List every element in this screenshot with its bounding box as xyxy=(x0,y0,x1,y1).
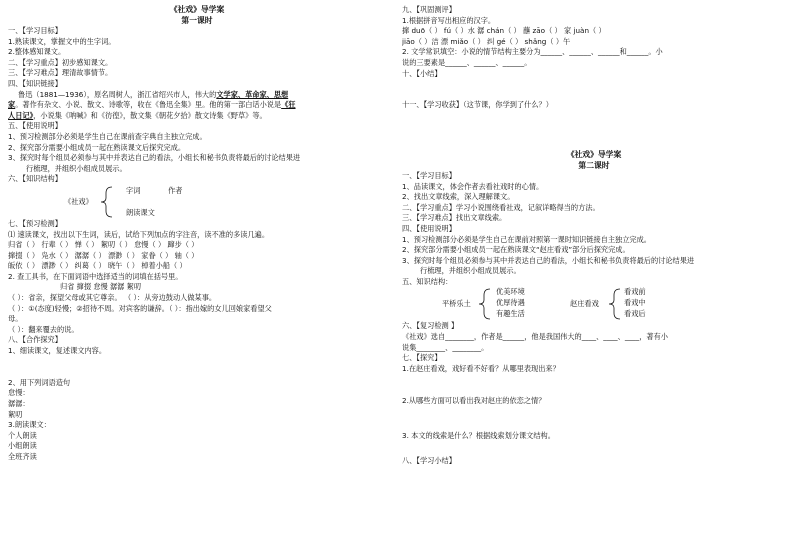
diagram-branch: 朗读课文 xyxy=(126,207,155,217)
section-heading: 一、【学习目标】 xyxy=(402,170,456,180)
text-line: 全班齐读 xyxy=(8,451,37,461)
text-line: 行梳理，并组织小组成员展示。 xyxy=(420,266,521,276)
text-line: 母。 xyxy=(8,314,23,324)
lesson1-title: 《社戏》导学案 xyxy=(169,5,225,14)
section-heading: 十、【小结】 xyxy=(402,68,442,78)
diagram-center-label: 赵庄看戏 xyxy=(570,299,599,309)
text-line: 个人朗读 xyxy=(8,430,37,440)
text-span: ，小说集《呐喊》和《彷徨》，散文集《朝花夕拾》散文诗集《野草》等。 xyxy=(33,110,267,120)
right-column xyxy=(402,0,786,466)
lesson2-subtitle: 第二课时 xyxy=(578,160,610,170)
diagram-center-label: 平桥乐土 xyxy=(442,299,471,309)
text-line: （ ）：①(态度)轻慢；②招待不周。对宾客的谦辞。（ ）：指出嫁的女儿回娘家看望父 xyxy=(8,303,272,313)
text-line: （ ）：翻来覆去的说。 xyxy=(8,324,79,334)
text-line: 2. 查工具书，在下面词语中选择适当的词填在括号里。 xyxy=(8,271,183,281)
diagram-branch: 字词 xyxy=(126,185,141,195)
text-line xyxy=(8,111,386,122)
text-line: 2、探究部分需要小组成员一起在熟读课文后探究完成。 xyxy=(8,142,186,152)
section-heading: 七、【预习检测】 xyxy=(8,218,62,228)
diagram-branch: 有趣生活 xyxy=(496,309,525,319)
text-line: 怠慢： xyxy=(8,388,30,398)
section-heading: 七、【探究】 xyxy=(402,353,442,363)
section-heading: 十一、【学习收获】（这节课，你学到了什么？） xyxy=(402,100,553,110)
underlined-term: 人日记》 xyxy=(8,110,34,120)
text-span: 鲁迅（1881—1936），原名周树人，浙江省绍兴市人，伟大的 xyxy=(18,89,217,99)
text-line: 3.朗读课文： xyxy=(8,420,51,430)
section-heading: 八、【学习小结】 xyxy=(402,455,456,465)
section-heading: 三、【学习难点】找出文章线索。 xyxy=(402,213,507,223)
pinyin-row: 撺 duō（ ） fú（ ）水 潺 chán（ ） 蘸 zāo（ ） 家 juàn（ ） xyxy=(402,26,606,36)
brace-icon xyxy=(608,287,624,321)
lesson1-subtitle: 第一课时 xyxy=(181,16,213,25)
lesson2-title: 《社戏》导学案 xyxy=(566,149,622,159)
text-line: 1、细读课文，复述课文内容。 xyxy=(8,346,107,356)
text-line: 《社戏》选自________，作者是______，他是我国伟大的____、____、____，著有小 xyxy=(402,332,668,342)
text-line xyxy=(8,100,386,111)
underlined-term: 文学家、革命家、思想 xyxy=(216,89,289,99)
diagram-branch: 看戏中 xyxy=(624,298,646,308)
pinyin-row: 皈依（ ） 漂渺（ ） 纠葛（ ） 晓午（ ） 棹着小船（ ） xyxy=(8,261,187,271)
word-bank: 归省 撺掇 怠慢 潺潺 絮叨 xyxy=(60,282,142,292)
section-heading: 一、【学习目标】 xyxy=(8,26,62,35)
text-line: 说的三要素是______、______、______。 xyxy=(402,57,532,67)
question: 1.在赵庄看戏，戏好看不好看？从哪里表现出来？ xyxy=(402,363,560,373)
section-heading: 九、【巩固测评】 xyxy=(402,5,456,14)
underlined-term: 家 xyxy=(8,100,16,110)
question: 2.从哪些方面可以看出我对赵庄的依恋之情？ xyxy=(402,396,546,406)
text-line: ⑴ 速读课文，找出以下生词，读后，试给下列加点的字注音，读不准的多读几遍。 xyxy=(8,229,270,239)
text-line: （ ）：省亲，探望父母或其它尊亲。 （ ）：从旁边鼓动人做某事。 xyxy=(8,293,217,303)
section-heading: 六、【知识结构】 xyxy=(8,174,62,184)
section-heading: 六、【复习检测 】 xyxy=(402,321,459,331)
underlined-term: 《狂 xyxy=(281,100,296,110)
text-line: 2、探究部分需要小组成员一起在熟读课文“赵庄看戏”部分后探究完成。 xyxy=(402,245,630,255)
section-heading: 四、【使用说明】 xyxy=(402,223,456,233)
text-line: 1、预习检测部分必须是学生自己在课前查字典自主独立完成。 xyxy=(8,131,207,141)
text-line: 絮叨 xyxy=(8,409,23,419)
text-line: 行梳理，并组织小组成员展示。 xyxy=(26,163,127,173)
section-heading: 八、【合作探究】 xyxy=(8,335,62,345)
text-line: 2、用下列词语造句 xyxy=(8,377,71,387)
pinyin-row: 归省（ ） 行辈（ ） 惮（ ） 絮叨（ ） 怠慢（ ） 蹿步（ ） xyxy=(8,240,199,250)
diagram-branch: 看戏前 xyxy=(624,287,646,297)
text-line: 2.整体感知课文。 xyxy=(8,47,66,57)
pinyin-row: 撺掇（ ） 凫水（ ） 潺潺（ ） 漂渺（ ） 家眷（ ） 轴（ ） xyxy=(8,250,199,260)
section-heading: 五、【使用说明】 xyxy=(8,121,62,131)
section-heading: 四、【知识链接】 xyxy=(8,78,62,88)
text-line: 2. 文学常识填空：小说的情节结构主要分为______、______、______和______。小 xyxy=(402,47,663,57)
text-line: 3、探究时每个组员必须参与其中并表达自己的看法，小组长和秘书负责将最后的讨论结果进 xyxy=(8,153,301,163)
text-line: 2、找出文章线索，深入理解课文。 xyxy=(402,192,515,202)
text-line: 1.熟读课文，掌握文中的生字词。 xyxy=(8,36,116,46)
section-heading: 二、【学习重点】初步感知课文。 xyxy=(8,57,113,67)
diagram-branch: 看戏后 xyxy=(624,309,646,319)
diagram-branch: 优美环境 xyxy=(496,287,525,297)
diagram-branch: 优厚待遇 xyxy=(496,298,525,308)
text-line: 1、预习检测部分必须是学生自己在课前对照第一课时知识链接自主独立完成。 xyxy=(402,234,651,244)
text-span: 。著作有杂文、小说、散文、诗歌等，收在《鲁迅全集》里。他的第一部白话小说是 xyxy=(15,100,282,110)
section-heading: 二、【学习重点】学习小说围绕看社戏，记叙详略得当的方法。 xyxy=(402,202,600,212)
text-line: 小组朗读 xyxy=(8,441,37,451)
diagram-center-label: 《社戏》 xyxy=(64,196,93,206)
pinyin-row: jiāo（ ）洁 漂 miǎo（ ） 纠 gé（ ） shǎng（ ）午 xyxy=(402,36,571,46)
text-line: 说集________、________。 xyxy=(402,342,489,352)
brace-icon xyxy=(100,185,120,219)
left-column xyxy=(8,0,386,463)
section-heading: 三、【学习难点】理清故事情节。 xyxy=(8,68,113,78)
question: 3. 本文的线索是什么？根据线索划分课文结构。 xyxy=(402,431,555,441)
text-line: 1、品读课文，体会作者去看社戏时的心情。 xyxy=(402,181,544,191)
text-line: 1.根据拼音写出相应的汉字。 xyxy=(402,15,496,25)
knowledge-structure-diagram xyxy=(8,185,386,219)
text-line xyxy=(8,90,386,101)
knowledge-structure-diagram-2 xyxy=(402,287,786,321)
text-line: 潺潺： xyxy=(8,399,30,408)
brace-icon xyxy=(478,287,494,321)
diagram-branch: 作者 xyxy=(168,185,183,195)
text-line: 3、探究时每个组员必须参与其中并表达自己的看法，小组长和秘书负责将最后的讨论结果进 xyxy=(402,255,695,265)
section-heading: 五、知识结构： xyxy=(402,276,453,286)
